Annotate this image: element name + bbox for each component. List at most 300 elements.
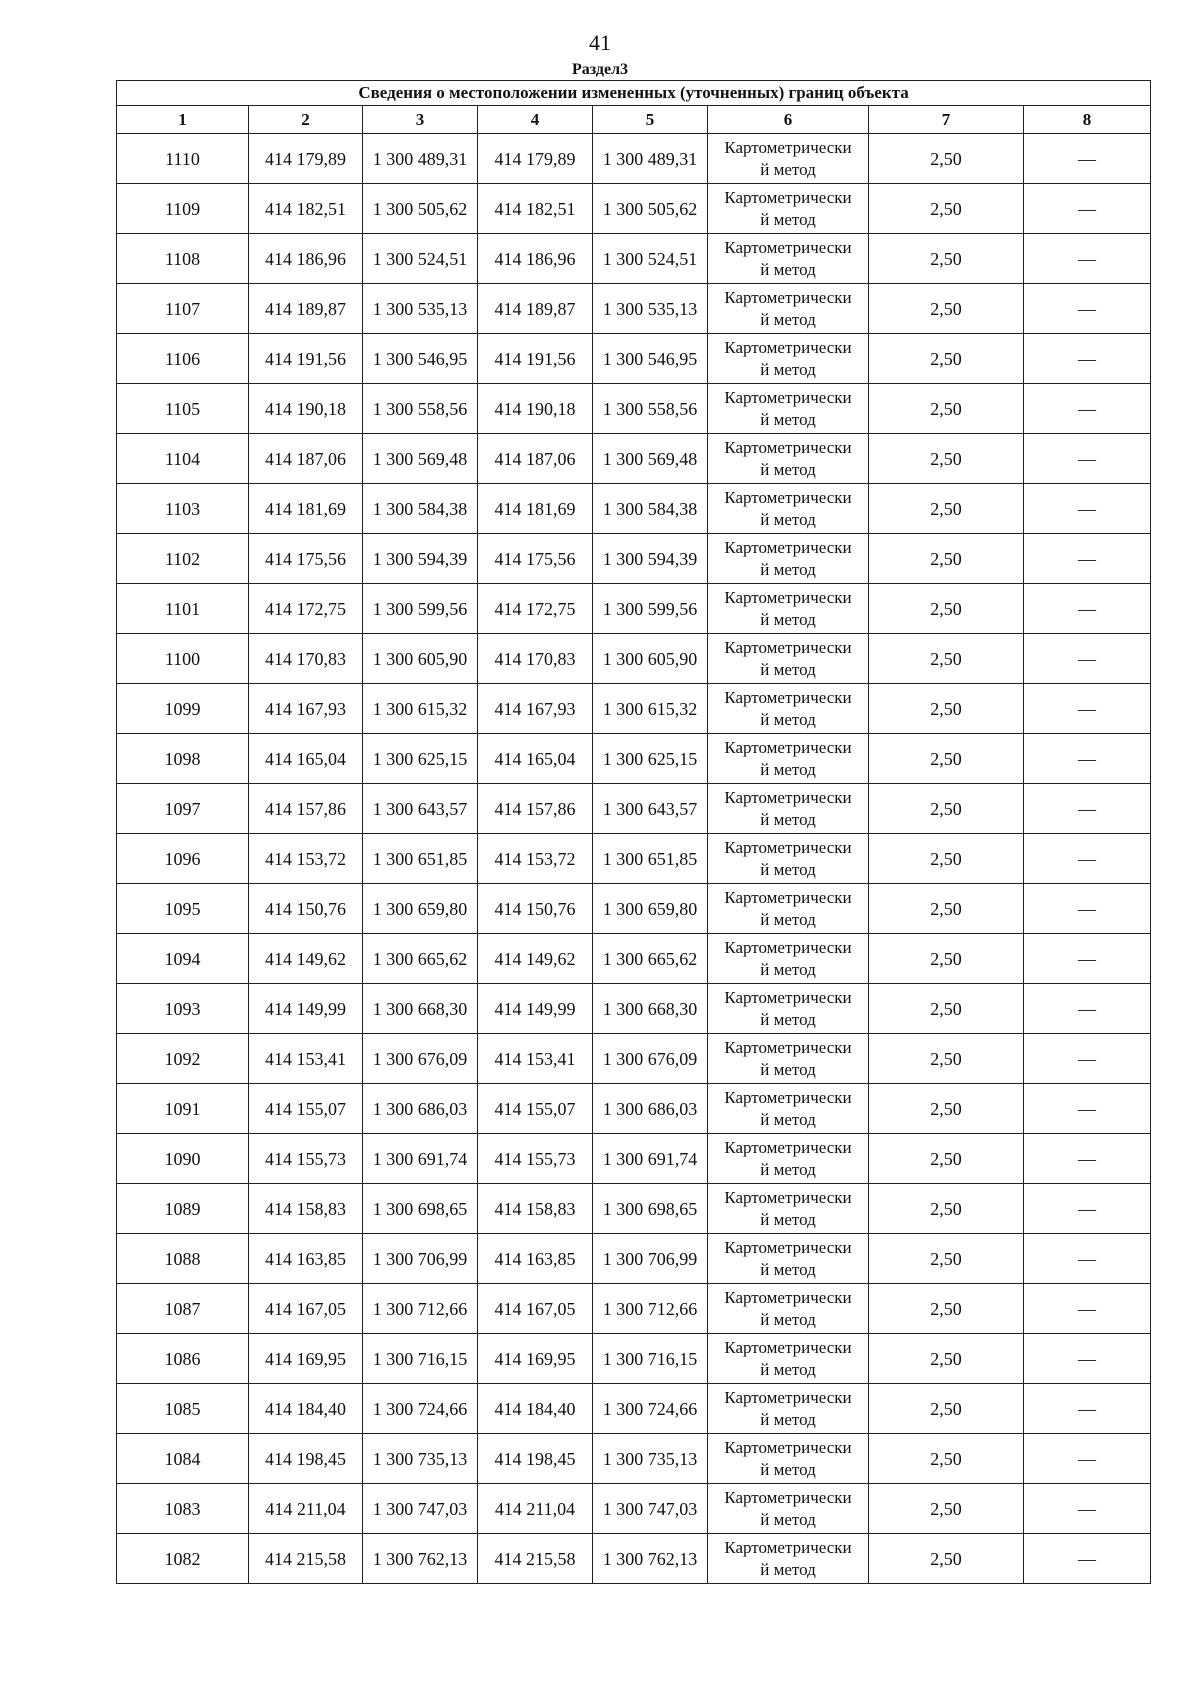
method-line-2: й метод bbox=[760, 759, 816, 779]
method-line-1: Картометрически bbox=[724, 937, 852, 957]
table-row bbox=[117, 484, 1151, 534]
x-new-cell: 414 169,95 bbox=[478, 1334, 593, 1384]
y-new-cell: 1 300 569,48 bbox=[593, 434, 708, 484]
method-line-1: Картометрически bbox=[724, 1387, 852, 1407]
description-cell: — bbox=[1024, 184, 1151, 234]
point-number-cell: 1094 bbox=[117, 934, 249, 984]
y-new-cell: 1 300 698,65 bbox=[593, 1184, 708, 1234]
x-existing-cell: 414 187,06 bbox=[249, 434, 363, 484]
y-existing-cell: 1 300 505,62 bbox=[363, 184, 478, 234]
method-line-2: й метод bbox=[760, 1309, 816, 1329]
y-existing-cell: 1 300 762,13 bbox=[363, 1534, 478, 1584]
accuracy-cell: 2,50 bbox=[869, 634, 1024, 684]
method-line-1: Картометрически bbox=[724, 787, 852, 807]
method-cell bbox=[708, 284, 869, 334]
y-existing-cell: 1 300 698,65 bbox=[363, 1184, 478, 1234]
accuracy-cell: 2,50 bbox=[869, 834, 1024, 884]
method-line-1: Картометрически bbox=[724, 137, 852, 157]
point-number-cell: 1102 bbox=[117, 534, 249, 584]
y-new-cell: 1 300 599,56 bbox=[593, 584, 708, 634]
method-line-1: Картометрически bbox=[724, 987, 852, 1007]
description-cell: — bbox=[1024, 1534, 1151, 1584]
x-existing-cell: 414 189,87 bbox=[249, 284, 363, 334]
method-line-2: й метод bbox=[760, 1409, 816, 1429]
method-line-1: Картометрически bbox=[724, 1037, 852, 1057]
method-line-2: й метод bbox=[760, 909, 816, 929]
x-new-cell: 414 155,07 bbox=[478, 1084, 593, 1134]
x-existing-cell: 414 157,86 bbox=[249, 784, 363, 834]
y-new-cell: 1 300 643,57 bbox=[593, 784, 708, 834]
method-cell bbox=[708, 434, 869, 484]
accuracy-cell: 2,50 bbox=[869, 334, 1024, 384]
accuracy-cell: 2,50 bbox=[869, 1034, 1024, 1084]
method-line-2: й метод bbox=[760, 809, 816, 829]
accuracy-cell: 2,50 bbox=[869, 1234, 1024, 1284]
method-line-2: й метод bbox=[760, 709, 816, 729]
method-cell bbox=[708, 1434, 869, 1484]
y-new-cell: 1 300 706,99 bbox=[593, 1234, 708, 1284]
method-line-2: й метод bbox=[760, 1159, 816, 1179]
y-existing-cell: 1 300 665,62 bbox=[363, 934, 478, 984]
x-existing-cell: 414 198,45 bbox=[249, 1434, 363, 1484]
boundary-coordinates-table bbox=[116, 80, 1151, 1584]
y-new-cell: 1 300 712,66 bbox=[593, 1284, 708, 1334]
x-new-cell: 414 153,72 bbox=[478, 834, 593, 884]
point-number-cell: 1086 bbox=[117, 1334, 249, 1384]
y-new-cell: 1 300 691,74 bbox=[593, 1134, 708, 1184]
method-line-2: й метод bbox=[760, 1459, 816, 1479]
x-new-cell: 414 181,69 bbox=[478, 484, 593, 534]
x-existing-cell: 414 167,93 bbox=[249, 684, 363, 734]
method-cell bbox=[708, 1134, 869, 1184]
table-row bbox=[117, 1184, 1151, 1234]
x-existing-cell: 414 163,85 bbox=[249, 1234, 363, 1284]
accuracy-cell: 2,50 bbox=[869, 584, 1024, 634]
point-number-cell: 1092 bbox=[117, 1034, 249, 1084]
table-row bbox=[117, 884, 1151, 934]
y-existing-cell: 1 300 724,66 bbox=[363, 1384, 478, 1434]
x-new-cell: 414 167,93 bbox=[478, 684, 593, 734]
y-new-cell: 1 300 747,03 bbox=[593, 1484, 708, 1534]
y-new-cell: 1 300 505,62 bbox=[593, 184, 708, 234]
x-existing-cell: 414 153,41 bbox=[249, 1034, 363, 1084]
method-line-2: й метод bbox=[760, 859, 816, 879]
method-line-1: Картометрически bbox=[724, 1287, 852, 1307]
method-line-2: й метод bbox=[760, 409, 816, 429]
table-row bbox=[117, 734, 1151, 784]
y-existing-cell: 1 300 569,48 bbox=[363, 434, 478, 484]
y-new-cell: 1 300 594,39 bbox=[593, 534, 708, 584]
accuracy-cell: 2,50 bbox=[869, 534, 1024, 584]
method-line-2: й метод bbox=[760, 309, 816, 329]
x-existing-cell: 414 172,75 bbox=[249, 584, 363, 634]
method-line-1: Картометрически bbox=[724, 237, 852, 257]
method-cell bbox=[708, 234, 869, 284]
table-row bbox=[117, 984, 1151, 1034]
description-cell: — bbox=[1024, 1084, 1151, 1134]
column-header-7: 7 bbox=[869, 106, 1024, 134]
description-cell: — bbox=[1024, 1384, 1151, 1434]
y-new-cell: 1 300 724,66 bbox=[593, 1384, 708, 1434]
table-row bbox=[117, 834, 1151, 884]
method-line-1: Картометрически bbox=[724, 687, 852, 707]
y-existing-cell: 1 300 676,09 bbox=[363, 1034, 478, 1084]
y-new-cell: 1 300 651,85 bbox=[593, 834, 708, 884]
x-new-cell: 414 153,41 bbox=[478, 1034, 593, 1084]
point-number-cell: 1082 bbox=[117, 1534, 249, 1584]
y-new-cell: 1 300 716,15 bbox=[593, 1334, 708, 1384]
y-existing-cell: 1 300 558,56 bbox=[363, 384, 478, 434]
x-new-cell: 414 190,18 bbox=[478, 384, 593, 434]
description-cell: — bbox=[1024, 1034, 1151, 1084]
method-line-2: й метод bbox=[760, 559, 816, 579]
y-new-cell: 1 300 546,95 bbox=[593, 334, 708, 384]
accuracy-cell: 2,50 bbox=[869, 1484, 1024, 1534]
table-row bbox=[117, 1484, 1151, 1534]
method-line-2: й метод bbox=[760, 359, 816, 379]
table-row bbox=[117, 1034, 1151, 1084]
accuracy-cell: 2,50 bbox=[869, 1284, 1024, 1334]
method-line-1: Картометрически bbox=[724, 587, 852, 607]
x-new-cell: 414 189,87 bbox=[478, 284, 593, 334]
method-line-1: Картометрически bbox=[724, 887, 852, 907]
table-row bbox=[117, 784, 1151, 834]
x-existing-cell: 414 155,07 bbox=[249, 1084, 363, 1134]
point-number-cell: 1099 bbox=[117, 684, 249, 734]
x-new-cell: 414 175,56 bbox=[478, 534, 593, 584]
table-header-row bbox=[117, 106, 1151, 134]
description-cell: — bbox=[1024, 284, 1151, 334]
description-cell: — bbox=[1024, 334, 1151, 384]
y-existing-cell: 1 300 625,15 bbox=[363, 734, 478, 784]
y-new-cell: 1 300 735,13 bbox=[593, 1434, 708, 1484]
description-cell: — bbox=[1024, 1134, 1151, 1184]
point-number-cell: 1093 bbox=[117, 984, 249, 1034]
table-row bbox=[117, 1284, 1151, 1334]
description-cell: — bbox=[1024, 384, 1151, 434]
method-line-2: й метод bbox=[760, 159, 816, 179]
method-cell bbox=[708, 1484, 869, 1534]
method-cell bbox=[708, 334, 869, 384]
y-existing-cell: 1 300 651,85 bbox=[363, 834, 478, 884]
y-existing-cell: 1 300 668,30 bbox=[363, 984, 478, 1034]
table-row bbox=[117, 184, 1151, 234]
x-new-cell: 414 184,40 bbox=[478, 1384, 593, 1434]
x-existing-cell: 414 215,58 bbox=[249, 1534, 363, 1584]
description-cell: — bbox=[1024, 1434, 1151, 1484]
method-line-1: Картометрически bbox=[724, 1537, 852, 1557]
x-existing-cell: 414 165,04 bbox=[249, 734, 363, 784]
x-existing-cell: 414 186,96 bbox=[249, 234, 363, 284]
table-row bbox=[117, 134, 1151, 184]
x-existing-cell: 414 170,83 bbox=[249, 634, 363, 684]
x-new-cell: 414 187,06 bbox=[478, 434, 593, 484]
point-number-cell: 1100 bbox=[117, 634, 249, 684]
point-number-cell: 1110 bbox=[117, 134, 249, 184]
accuracy-cell: 2,50 bbox=[869, 1434, 1024, 1484]
description-cell: — bbox=[1024, 1484, 1151, 1534]
y-new-cell: 1 300 524,51 bbox=[593, 234, 708, 284]
description-cell: — bbox=[1024, 484, 1151, 534]
x-new-cell: 414 150,76 bbox=[478, 884, 593, 934]
x-new-cell: 414 170,83 bbox=[478, 634, 593, 684]
method-line-1: Картометрически bbox=[724, 1087, 852, 1107]
x-new-cell: 414 211,04 bbox=[478, 1484, 593, 1534]
method-line-2: й метод bbox=[760, 1209, 816, 1229]
method-line-2: й метод bbox=[760, 1359, 816, 1379]
method-cell bbox=[708, 184, 869, 234]
description-cell: — bbox=[1024, 884, 1151, 934]
method-line-2: й метод bbox=[760, 259, 816, 279]
y-new-cell: 1 300 686,03 bbox=[593, 1084, 708, 1134]
x-new-cell: 414 198,45 bbox=[478, 1434, 593, 1484]
x-existing-cell: 414 169,95 bbox=[249, 1334, 363, 1384]
method-line-1: Картометрически bbox=[724, 487, 852, 507]
point-number-cell: 1088 bbox=[117, 1234, 249, 1284]
accuracy-cell: 2,50 bbox=[869, 1184, 1024, 1234]
y-new-cell: 1 300 668,30 bbox=[593, 984, 708, 1034]
point-number-cell: 1096 bbox=[117, 834, 249, 884]
method-cell bbox=[708, 484, 869, 534]
section-label: Раздел3 bbox=[571, 61, 629, 78]
description-cell: — bbox=[1024, 984, 1151, 1034]
method-cell bbox=[708, 384, 869, 434]
accuracy-cell: 2,50 bbox=[869, 784, 1024, 834]
table-row bbox=[117, 684, 1151, 734]
accuracy-cell: 2,50 bbox=[869, 1084, 1024, 1134]
table-row bbox=[117, 384, 1151, 434]
y-existing-cell: 1 300 599,56 bbox=[363, 584, 478, 634]
y-existing-cell: 1 300 706,99 bbox=[363, 1234, 478, 1284]
method-cell bbox=[708, 1334, 869, 1384]
y-existing-cell: 1 300 615,32 bbox=[363, 684, 478, 734]
accuracy-cell: 2,50 bbox=[869, 284, 1024, 334]
page-number: 41 bbox=[589, 30, 611, 55]
point-number-cell: 1098 bbox=[117, 734, 249, 784]
point-number-cell: 1101 bbox=[117, 584, 249, 634]
method-line-1: Картометрически bbox=[724, 437, 852, 457]
x-existing-cell: 414 149,62 bbox=[249, 934, 363, 984]
column-header-1: 1 bbox=[117, 106, 249, 134]
table-row bbox=[117, 1434, 1151, 1484]
description-cell: — bbox=[1024, 134, 1151, 184]
column-header-3: 3 bbox=[363, 106, 478, 134]
accuracy-cell: 2,50 bbox=[869, 1534, 1024, 1584]
point-number-cell: 1083 bbox=[117, 1484, 249, 1534]
method-line-1: Картометрически bbox=[724, 387, 852, 407]
x-new-cell: 414 191,56 bbox=[478, 334, 593, 384]
point-number-cell: 1107 bbox=[117, 284, 249, 334]
x-new-cell: 414 172,75 bbox=[478, 584, 593, 634]
point-number-cell: 1103 bbox=[117, 484, 249, 534]
y-new-cell: 1 300 605,90 bbox=[593, 634, 708, 684]
y-existing-cell: 1 300 535,13 bbox=[363, 284, 478, 334]
table-row bbox=[117, 634, 1151, 684]
description-cell: — bbox=[1024, 834, 1151, 884]
y-existing-cell: 1 300 686,03 bbox=[363, 1084, 478, 1134]
method-line-1: Картометрически bbox=[724, 1187, 852, 1207]
accuracy-cell: 2,50 bbox=[869, 734, 1024, 784]
description-cell: — bbox=[1024, 234, 1151, 284]
description-cell: — bbox=[1024, 634, 1151, 684]
method-cell bbox=[708, 1284, 869, 1334]
description-cell: — bbox=[1024, 434, 1151, 484]
x-existing-cell: 414 191,56 bbox=[249, 334, 363, 384]
method-line-1: Картометрически bbox=[724, 287, 852, 307]
x-existing-cell: 414 155,73 bbox=[249, 1134, 363, 1184]
accuracy-cell: 2,50 bbox=[869, 484, 1024, 534]
y-existing-cell: 1 300 691,74 bbox=[363, 1134, 478, 1184]
table-caption: Сведения о местоположении измененных (уточненных) границ объекта bbox=[117, 81, 1151, 106]
method-line-2: й метод bbox=[760, 959, 816, 979]
y-new-cell: 1 300 615,32 bbox=[593, 684, 708, 734]
y-existing-cell: 1 300 524,51 bbox=[363, 234, 478, 284]
y-existing-cell: 1 300 659,80 bbox=[363, 884, 478, 934]
x-new-cell: 414 182,51 bbox=[478, 184, 593, 234]
point-number-cell: 1105 bbox=[117, 384, 249, 434]
method-line-2: й метод bbox=[760, 609, 816, 629]
accuracy-cell: 2,50 bbox=[869, 684, 1024, 734]
column-header-2: 2 bbox=[249, 106, 363, 134]
y-existing-cell: 1 300 735,13 bbox=[363, 1434, 478, 1484]
method-cell bbox=[708, 1534, 869, 1584]
method-line-1: Картометрически bbox=[724, 1137, 852, 1157]
point-number-cell: 1085 bbox=[117, 1384, 249, 1434]
accuracy-cell: 2,50 bbox=[869, 934, 1024, 984]
method-line-1: Картометрически bbox=[724, 537, 852, 557]
method-line-2: й метод bbox=[760, 659, 816, 679]
y-new-cell: 1 300 625,15 bbox=[593, 734, 708, 784]
x-existing-cell: 414 150,76 bbox=[249, 884, 363, 934]
point-number-cell: 1084 bbox=[117, 1434, 249, 1484]
table-row bbox=[117, 534, 1151, 584]
method-cell bbox=[708, 834, 869, 884]
y-existing-cell: 1 300 584,38 bbox=[363, 484, 478, 534]
y-existing-cell: 1 300 594,39 bbox=[363, 534, 478, 584]
point-number-cell: 1109 bbox=[117, 184, 249, 234]
accuracy-cell: 2,50 bbox=[869, 984, 1024, 1034]
x-existing-cell: 414 153,72 bbox=[249, 834, 363, 884]
y-new-cell: 1 300 762,13 bbox=[593, 1534, 708, 1584]
x-new-cell: 414 179,89 bbox=[478, 134, 593, 184]
method-line-1: Картометрически bbox=[724, 187, 852, 207]
method-cell bbox=[708, 134, 869, 184]
description-cell: — bbox=[1024, 1284, 1151, 1334]
method-line-1: Картометрически bbox=[724, 837, 852, 857]
x-new-cell: 414 163,85 bbox=[478, 1234, 593, 1284]
point-number-cell: 1089 bbox=[117, 1184, 249, 1234]
table-row bbox=[117, 584, 1151, 634]
x-new-cell: 414 165,04 bbox=[478, 734, 593, 784]
method-line-2: й метод bbox=[760, 459, 816, 479]
x-existing-cell: 414 167,05 bbox=[249, 1284, 363, 1334]
table-row bbox=[117, 334, 1151, 384]
method-line-1: Картометрически bbox=[724, 1487, 852, 1507]
y-new-cell: 1 300 665,62 bbox=[593, 934, 708, 984]
x-new-cell: 414 215,58 bbox=[478, 1534, 593, 1584]
column-header-6: 6 bbox=[708, 106, 869, 134]
description-cell: — bbox=[1024, 684, 1151, 734]
method-line-2: й метод bbox=[760, 1509, 816, 1529]
x-existing-cell: 414 184,40 bbox=[249, 1384, 363, 1434]
description-cell: — bbox=[1024, 934, 1151, 984]
accuracy-cell: 2,50 bbox=[869, 1334, 1024, 1384]
table-body bbox=[117, 134, 1151, 1584]
table-row bbox=[117, 284, 1151, 334]
description-cell: — bbox=[1024, 1234, 1151, 1284]
table-caption-row bbox=[117, 81, 1151, 106]
table-row bbox=[117, 1384, 1151, 1434]
method-cell bbox=[708, 584, 869, 634]
description-cell: — bbox=[1024, 784, 1151, 834]
description-cell: — bbox=[1024, 584, 1151, 634]
accuracy-cell: 2,50 bbox=[869, 1384, 1024, 1434]
method-cell bbox=[708, 1184, 869, 1234]
point-number-cell: 1097 bbox=[117, 784, 249, 834]
x-existing-cell: 414 175,56 bbox=[249, 534, 363, 584]
x-new-cell: 414 157,86 bbox=[478, 784, 593, 834]
y-existing-cell: 1 300 643,57 bbox=[363, 784, 478, 834]
accuracy-cell: 2,50 bbox=[869, 134, 1024, 184]
method-line-2: й метод bbox=[760, 1009, 816, 1029]
point-number-cell: 1087 bbox=[117, 1284, 249, 1334]
y-new-cell: 1 300 659,80 bbox=[593, 884, 708, 934]
column-header-8: 8 bbox=[1024, 106, 1151, 134]
method-cell bbox=[708, 984, 869, 1034]
table-row bbox=[117, 1534, 1151, 1584]
y-new-cell: 1 300 489,31 bbox=[593, 134, 708, 184]
method-cell bbox=[708, 1234, 869, 1284]
accuracy-cell: 2,50 bbox=[869, 234, 1024, 284]
method-line-1: Картометрически bbox=[724, 737, 852, 757]
x-new-cell: 414 158,83 bbox=[478, 1184, 593, 1234]
method-line-2: й метод bbox=[760, 1559, 816, 1579]
method-cell bbox=[708, 534, 869, 584]
x-new-cell: 414 155,73 bbox=[478, 1134, 593, 1184]
method-line-2: й метод bbox=[760, 209, 816, 229]
y-new-cell: 1 300 558,56 bbox=[593, 384, 708, 434]
method-cell bbox=[708, 684, 869, 734]
accuracy-cell: 2,50 bbox=[869, 184, 1024, 234]
method-cell bbox=[708, 634, 869, 684]
x-existing-cell: 414 211,04 bbox=[249, 1484, 363, 1534]
accuracy-cell: 2,50 bbox=[869, 884, 1024, 934]
table-row bbox=[117, 934, 1151, 984]
x-existing-cell: 414 181,69 bbox=[249, 484, 363, 534]
method-cell bbox=[708, 734, 869, 784]
column-header-4: 4 bbox=[478, 106, 593, 134]
y-existing-cell: 1 300 605,90 bbox=[363, 634, 478, 684]
point-number-cell: 1106 bbox=[117, 334, 249, 384]
x-existing-cell: 414 149,99 bbox=[249, 984, 363, 1034]
method-line-1: Картометрически bbox=[724, 1437, 852, 1457]
description-cell: — bbox=[1024, 534, 1151, 584]
x-new-cell: 414 186,96 bbox=[478, 234, 593, 284]
x-existing-cell: 414 158,83 bbox=[249, 1184, 363, 1234]
method-line-1: Картометрически bbox=[724, 1237, 852, 1257]
method-line-2: й метод bbox=[760, 1109, 816, 1129]
y-existing-cell: 1 300 546,95 bbox=[363, 334, 478, 384]
y-new-cell: 1 300 535,13 bbox=[593, 284, 708, 334]
table-row bbox=[117, 1084, 1151, 1134]
y-existing-cell: 1 300 747,03 bbox=[363, 1484, 478, 1534]
x-existing-cell: 414 179,89 bbox=[249, 134, 363, 184]
x-existing-cell: 414 182,51 bbox=[249, 184, 363, 234]
table-row bbox=[117, 1134, 1151, 1184]
table-row bbox=[117, 1234, 1151, 1284]
point-number-cell: 1095 bbox=[117, 884, 249, 934]
method-line-2: й метод bbox=[760, 509, 816, 529]
